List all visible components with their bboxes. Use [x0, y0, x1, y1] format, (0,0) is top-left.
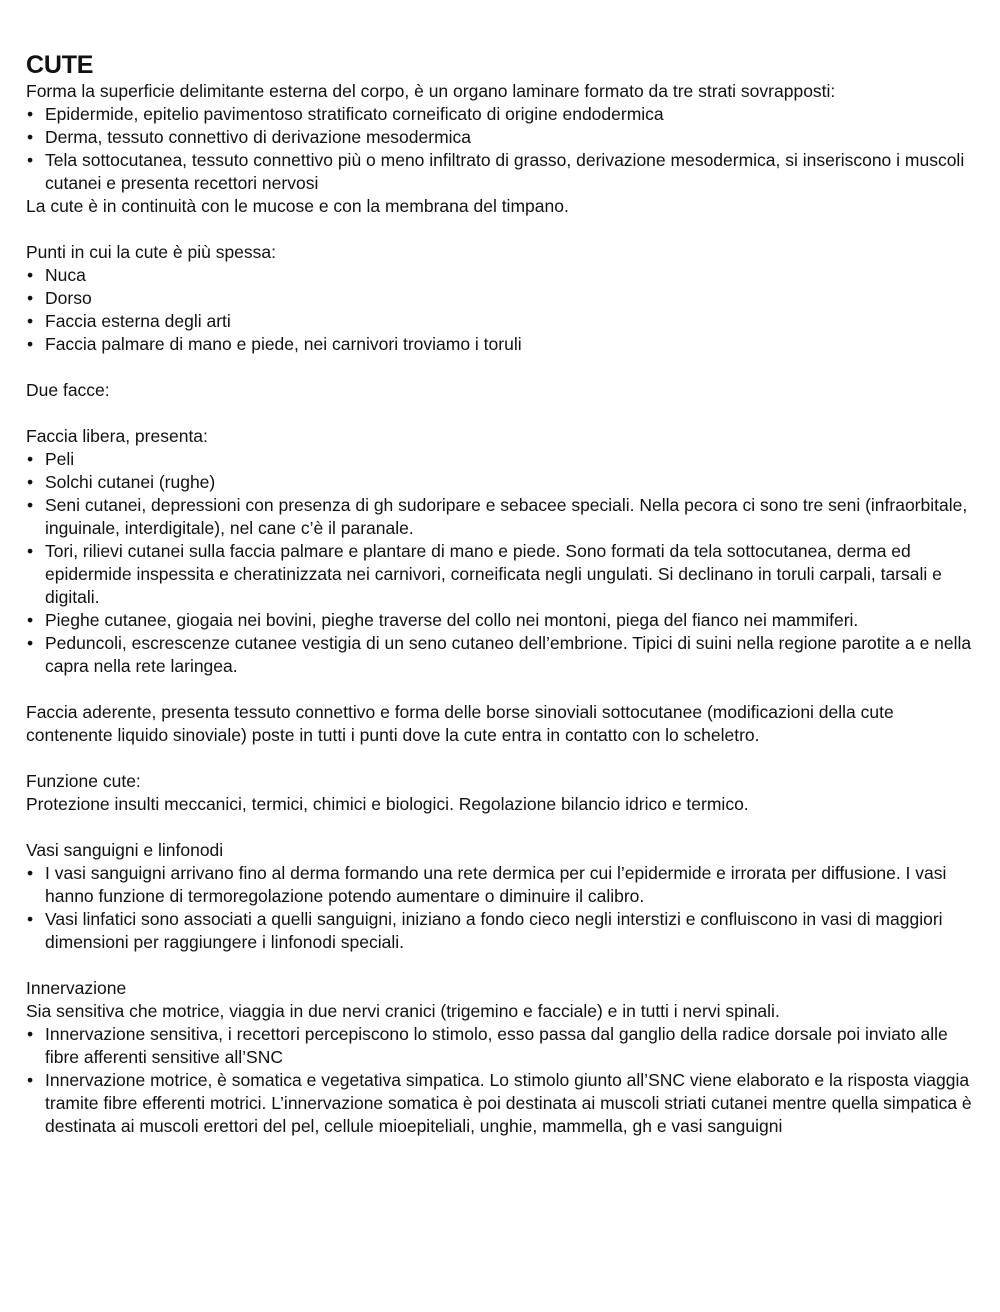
spacer: [26, 954, 976, 977]
faccia-libera-heading: Faccia libera, presenta:: [26, 426, 208, 446]
vasi-heading: Vasi sanguigni e linfonodi: [26, 840, 224, 860]
page-title: CUTE: [26, 51, 94, 79]
list-item: • Solchi cutanei (rughe): [26, 471, 976, 494]
continuita-paragraph: La cute è in continuità con le mucose e con la membrana del timpano.: [26, 196, 569, 216]
spacer: [26, 678, 976, 701]
list-item: • Epidermide, epitelio pavimentoso stratificato corneificato di origine endodermica: [26, 103, 976, 126]
list-item: • Vasi linfatici sono associati a quelli sanguigni, iniziano a fondo cieco negli interstizi e confluiscono in vasi di maggiori dimensioni per raggiungere i linfonodi speciali.: [26, 908, 976, 954]
list-item: • Tela sottocutanea, tessuto connettivo più o meno infiltrato di grasso, derivazione mesodermica, si inseriscono i muscoli cutanei e presenta recettori nervosi: [26, 149, 976, 195]
strati-list: [26, 103, 976, 195]
innervazione-heading: Innervazione: [26, 978, 127, 998]
list-item: • Seni cutanei, depressioni con presenza di gh sudoripare e sebacee speciali. Nella pecora ci sono tre seni (infraorbitale, inguinale, interdigitale), nel cane c’è il paranale.: [26, 494, 976, 540]
innervazione-paragraph: Sia sensitiva che motrice, viaggia in due nervi cranici (trigemino e facciale) e in tutti i nervi spinali.: [26, 1001, 780, 1021]
spacer: [26, 747, 976, 770]
spacer: [26, 218, 976, 241]
intro-paragraph: Forma la superficie delimitante esterna del corpo, è un organo laminare formato da tre strati sovrapposti:: [26, 81, 836, 101]
list-item: • Dorso: [26, 287, 976, 310]
list-item: • Innervazione sensitiva, i recettori percepiscono lo stimolo, esso passa dal ganglio della radice dorsale poi inviato alle fibre afferenti sensitive all’SNC: [26, 1023, 976, 1069]
list-item: • Faccia palmare di mano e piede, nei carnivori troviamo i toruli: [26, 333, 976, 356]
innervazione-list: [26, 1023, 976, 1138]
spessa-heading: Punti in cui la cute è più spessa:: [26, 242, 277, 262]
spacer: [26, 356, 976, 379]
list-item: • Peduncoli, escrescenze cutanee vestigia di un seno cutaneo dell’embrione. Tipici di suini nella regione parotite a e nella capra nella rete laringea.: [26, 632, 976, 678]
list-item: • Innervazione motrice, è somatica e vegetativa simpatica. Lo stimolo giunto all’SNC viene elaborato e la risposta viaggia tramite fibre efferenti motrici. L’innervazione somatica è poi destinata ai muscoli striati cutanei mentre quella simpatica è destinata ai muscoli erettori del pel, cellule mioepiteliali, unghie, mammella, gh e vasi sanguigni: [26, 1069, 976, 1138]
list-item: • Tori, rilievi cutanei sulla faccia palmare e plantare di mano e piede. Sono formati da tela sottocutanea, derma ed epidermide inspessita e cheratinizzata nei carnivori, corneificata negli ungulati. Si declinano in toruli carpali, tarsali e digitali.: [26, 540, 976, 609]
list-item: • Pieghe cutanee, giogaia nei bovini, pieghe traverse del collo nei montoni, piega del fianco nei mammiferi.: [26, 609, 976, 632]
faccia-libera-list: [26, 448, 976, 678]
funzione-heading: Funzione cute:: [26, 771, 141, 791]
list-item: • Faccia esterna degli arti: [26, 310, 976, 333]
spessa-list: [26, 264, 976, 356]
document-page: [26, 50, 976, 1138]
faccia-aderente-paragraph: Faccia aderente, presenta tessuto connettivo e forma delle borse sinoviali sottocutanee (modificazioni della cute contenente liquido sinoviale) poste in tutti i punti dove la cute entra in contatto con lo scheletro.: [26, 702, 894, 745]
list-item: • Peli: [26, 448, 976, 471]
due-facce-heading: Due facce:: [26, 380, 110, 400]
funzione-paragraph: Protezione insulti meccanici, termici, chimici e biologici. Regolazione bilancio idrico e termico.: [26, 794, 749, 814]
spacer: [26, 402, 976, 425]
list-item: • I vasi sanguigni arrivano fino al derma formando una rete dermica per cui l’epidermide e irrorata per diffusione. I vasi hanno funzione di termoregolazione potendo aumentare o diminuire il calibro.: [26, 862, 976, 908]
spacer: [26, 816, 976, 839]
list-item: • Derma, tessuto connettivo di derivazione mesodermica: [26, 126, 976, 149]
vasi-list: [26, 862, 976, 954]
list-item: • Nuca: [26, 264, 976, 287]
